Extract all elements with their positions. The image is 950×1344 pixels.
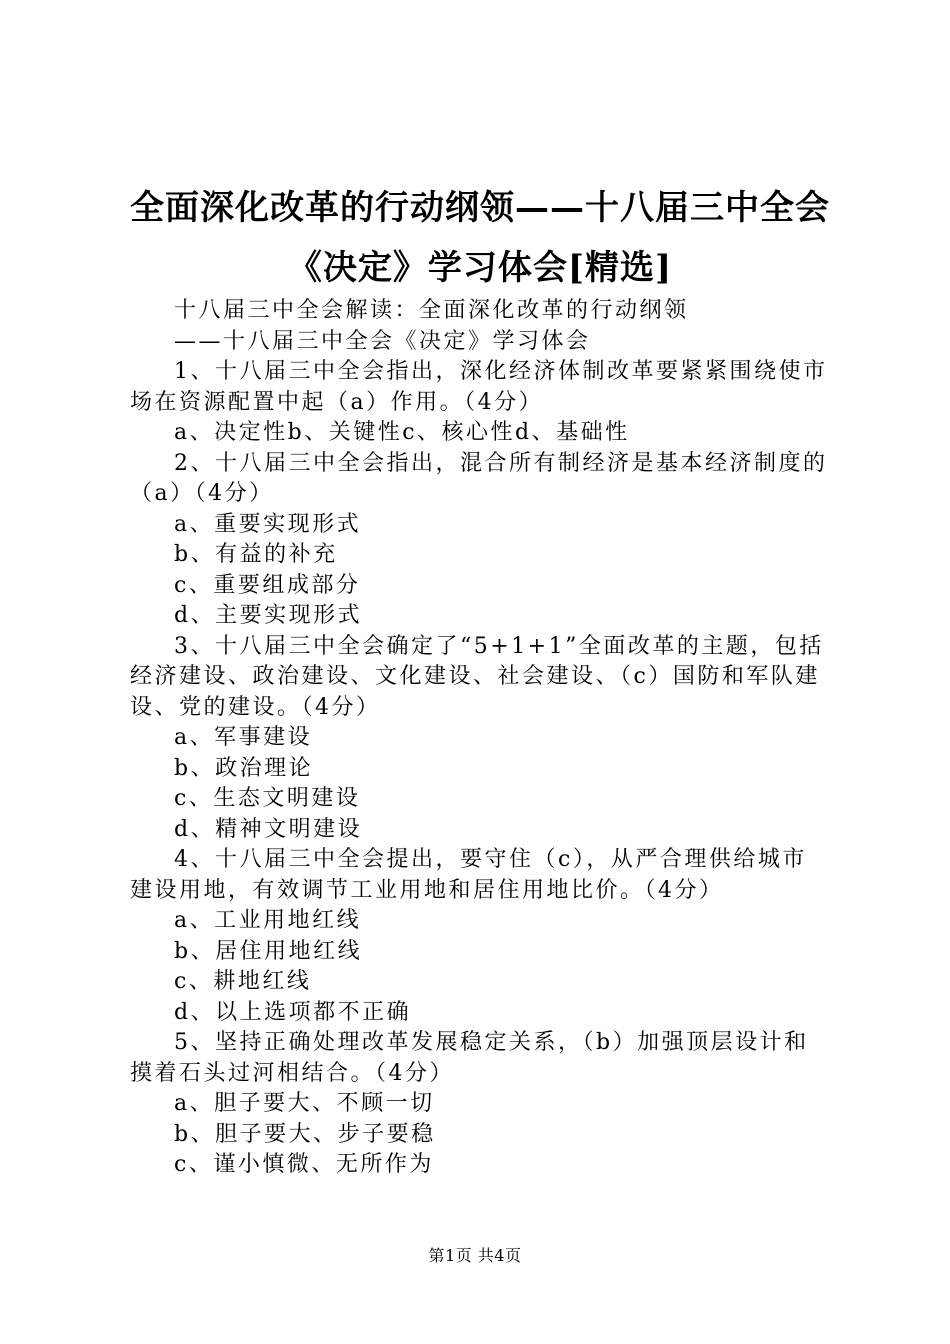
question-3-option-a: a、军事建设 xyxy=(174,725,313,750)
question-2-option-b: b、有益的补充 xyxy=(174,542,338,567)
question-5: 5、坚持正确处理改革发展稳定关系，（b）加强顶层设计和摸着石头过河相结合。（4分） xyxy=(130,1030,809,1086)
subtitle: 十八届三中全会解读：全面深化改革的行动纲领 xyxy=(174,298,689,323)
question-5-option-c: c、谨小慎微、无所作为 xyxy=(174,1152,434,1177)
question-3-option-b: b、政治理论 xyxy=(174,755,314,781)
question-2-option-d: d、主要实现形式 xyxy=(174,603,363,628)
question-1: 1、十八届三中全会指出，深化经济体制改革要紧紧围绕使市场在资源配置中起（a）作用。（4分） xyxy=(130,359,828,415)
question-2-option-a: a、重要实现形式 xyxy=(174,511,362,537)
question-2-option-c: c、重要组成部分 xyxy=(174,572,361,598)
question-3-option-d: d、精神文明建设 xyxy=(174,816,363,842)
question-2: 2、十八届三中全会指出，混合所有制经济是基本经济制度的（a）（4分） xyxy=(130,450,828,506)
question-4-option-a: a、工业用地红线 xyxy=(174,908,362,933)
document-body xyxy=(130,296,830,1181)
question-4-option-b: b、居住用地红线 xyxy=(174,938,363,964)
title-line-2: 《决定》学习体会[精选] xyxy=(287,248,673,288)
page-number-footer: 第1页 共4页 xyxy=(428,1246,522,1265)
question-4: 4、十八届三中全会提出，要守住（c），从严合理供给城市建设用地，有效调节工业用地和居住用地比价。（4分） xyxy=(130,847,807,903)
question-4-option-c: c、耕地红线 xyxy=(174,969,312,994)
document-title xyxy=(120,178,840,298)
question-3-option-c: c、生态文明建设 xyxy=(174,786,361,811)
question-5-option-b: b、胆子要大、步子要稳 xyxy=(174,1121,436,1147)
question-3: 3、十八届三中全会确定了“5+1+1”全面改革的主题，包括经济建设、政治建设、文化建设、社会建设、（c）国防和军队建设、党的建设。（4分） xyxy=(130,633,824,720)
subtitle-dash-line: ——十八届三中全会《决定》学习体会 xyxy=(174,328,591,354)
question-5-option-a: a、胆子要大、不顾一切 xyxy=(174,1091,435,1116)
question-1-options: a、决定性b、关键性c、核心性d、基础性 xyxy=(174,420,630,445)
question-4-option-d: d、以上选项都不正确 xyxy=(174,999,412,1025)
title-line-1: 全面深化改革的行动纲领——十八届三中全会 xyxy=(130,188,830,228)
